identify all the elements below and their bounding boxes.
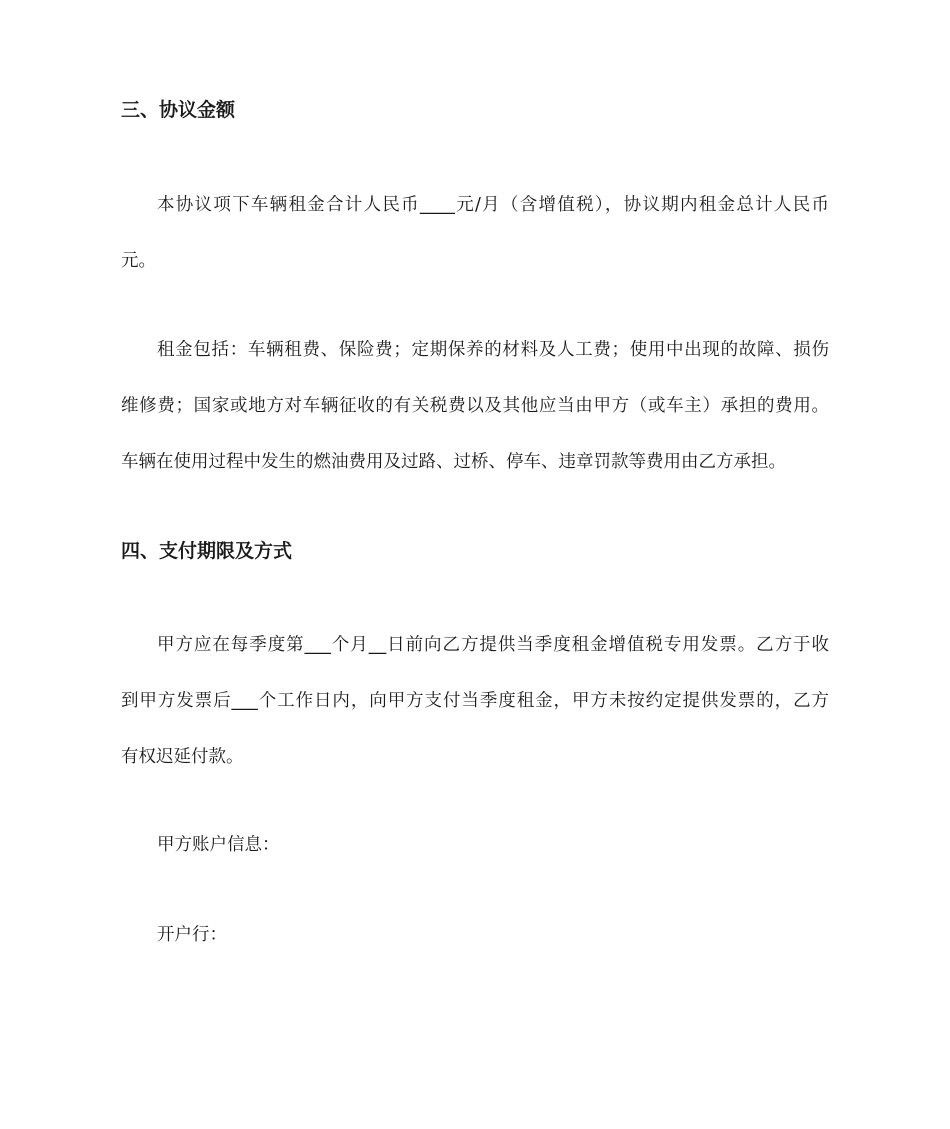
bank-label: 开户行：	[157, 925, 227, 945]
section-4-paragraph-1-line-1: 甲方应在每季度第___个月__日前向乙方提供当季度租金增值税专用发票。乙方于收	[157, 635, 829, 655]
section-3-paragraph-1-line-1: 本协议项下车辆租金合计人民币____元/月（含增值税），协议期内租金总计人民币	[157, 195, 829, 215]
section-4-paragraph-1-line-2: 到甲方发票后___个工作日内，向甲方支付当季度租金，甲方未按约定提供发票的，乙方	[121, 691, 829, 711]
section-3-heading: 三、协议金额	[121, 99, 236, 121]
section-3-paragraph-2-line-3: 车辆在使用过程中发生的燃油费用及过路、过桥、停车、违章罚款等费用由乙方承担。	[121, 452, 786, 472]
section-4-paragraph-1-line-3: 有权迟延付款。	[121, 747, 244, 767]
section-3-paragraph-2-line-2: 维修费；国家或地方对车辆征收的有关税费以及其他应当由甲方（或车主）承担的费用。	[121, 396, 829, 416]
section-3-paragraph-1-line-2: 元。	[121, 251, 156, 271]
section-4-heading: 四、支付期限及方式	[121, 540, 293, 562]
account-info-label: 甲方账户信息：	[157, 835, 280, 855]
section-3-paragraph-2-line-1: 租金包括：车辆租费、保险费；定期保养的材料及人工费；使用中出现的故障、损伤	[157, 340, 829, 360]
